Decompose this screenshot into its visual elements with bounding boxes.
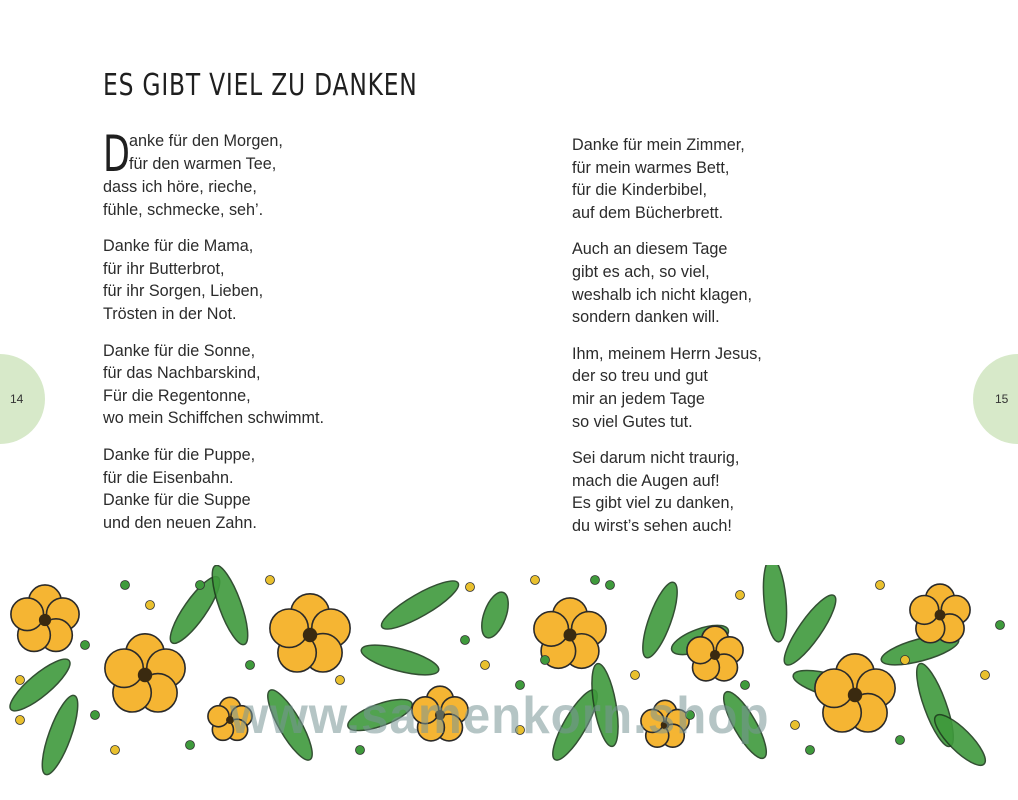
flower-petal xyxy=(687,637,714,664)
decor-dot xyxy=(81,641,90,650)
leaf-shape xyxy=(35,692,84,778)
flower-petal xyxy=(910,596,939,625)
decor-dot xyxy=(246,661,255,670)
poem-line: Danke für die Puppe, xyxy=(103,445,256,464)
decor-dot xyxy=(606,581,615,590)
poem-line: anke für den Morgen, xyxy=(129,132,283,150)
decor-dot xyxy=(121,581,130,590)
flower-petal xyxy=(270,609,308,647)
decor-dot xyxy=(466,583,475,592)
poem-line: für ihr Butterbrot, xyxy=(103,259,225,278)
watermark: www.samenkorn.shop xyxy=(230,687,770,745)
decor-dot xyxy=(461,636,470,645)
poem-line: so viel Gutes tut. xyxy=(572,412,693,431)
flower-center xyxy=(848,688,862,702)
flower-center xyxy=(710,650,720,660)
decor-dot xyxy=(791,721,800,730)
poem-line: Danke für die Mama, xyxy=(103,237,254,256)
page-number-left: 14 xyxy=(10,392,24,406)
poem-line: der so treu und gut xyxy=(572,367,708,386)
stanza-6 xyxy=(572,238,872,328)
decor-dot xyxy=(631,671,640,680)
flower-center xyxy=(138,668,152,682)
poem-line: für die Kinderbibel, xyxy=(572,181,707,200)
poem-line: sondern danken will. xyxy=(572,308,720,327)
leaf-shape xyxy=(760,565,789,643)
stanza-7 xyxy=(572,343,872,433)
flower-petal xyxy=(11,598,44,631)
flower-border-illustration xyxy=(0,565,1018,800)
page-number-right: 15 xyxy=(995,392,1009,406)
leaf-shape xyxy=(476,589,513,642)
decor-dot xyxy=(981,671,990,680)
leaf-shape xyxy=(928,708,992,772)
decor-dot xyxy=(896,736,905,745)
decor-dot xyxy=(736,591,745,600)
leaf-shape xyxy=(359,639,442,681)
right-column xyxy=(572,134,872,552)
flower-center xyxy=(935,610,946,621)
decor-dot xyxy=(336,676,345,685)
decor-dot xyxy=(531,576,540,585)
poem-line: auf dem Bücherbrett. xyxy=(572,203,724,222)
decor-dot xyxy=(356,746,365,755)
poem-line: dass ich höre, rieche, xyxy=(103,178,257,196)
leaf-shape xyxy=(205,565,254,648)
decor-dot xyxy=(266,576,275,585)
poem-title: ES GIBT VIEL ZU DANKEN xyxy=(103,68,418,103)
left-column xyxy=(103,125,403,548)
leaf-shape xyxy=(376,573,463,636)
flower-center xyxy=(303,628,317,642)
decor-dot xyxy=(806,746,815,755)
poem-line: für das Nachbarskind, xyxy=(103,364,261,383)
decor-dot xyxy=(996,621,1005,630)
decor-dot xyxy=(16,676,25,685)
poem-line: mir an jedem Tage xyxy=(572,389,705,408)
stanza-1 xyxy=(103,125,403,221)
poem-line: Es gibt viel zu danken, xyxy=(572,494,734,513)
stanza-5 xyxy=(572,134,872,224)
poem-line: gibt es ach, so viel, xyxy=(572,262,710,281)
decor-dot xyxy=(196,581,205,590)
flower-petal xyxy=(815,669,853,707)
poem-line: und den neuen Zahn. xyxy=(103,513,257,532)
poem-line: für die Eisenbahn. xyxy=(103,468,234,487)
poem-line: wo mein Schiffchen schwimmt. xyxy=(103,409,325,428)
page-number-tab-left xyxy=(0,354,45,444)
poem-line: du wirst’s sehen auch! xyxy=(572,516,732,535)
flower-petal xyxy=(534,612,569,647)
decor-dot xyxy=(91,711,100,720)
poem-line: für den warmen Tee, xyxy=(129,154,277,173)
poem-line: Ihm, meinem Herrn Jesus, xyxy=(572,344,762,363)
decor-dot xyxy=(901,656,910,665)
poem-line: Trösten in der Not. xyxy=(103,304,237,323)
flower-center xyxy=(564,629,577,642)
poem-line: für ihr Sorgen, Lieben, xyxy=(103,282,264,301)
stanza-4 xyxy=(103,444,403,534)
decor-dot xyxy=(591,576,600,585)
decor-dot xyxy=(541,656,550,665)
page-number-tab-right xyxy=(973,354,1018,444)
decor-dot xyxy=(111,746,120,755)
decor-dot xyxy=(186,741,195,750)
decor-dot xyxy=(146,601,155,610)
poem-line: Danke für die Suppe xyxy=(103,491,251,510)
poem-line: fühle, schmecke, seh’. xyxy=(103,200,264,219)
decor-dot xyxy=(481,661,490,670)
flower-petal xyxy=(105,649,143,687)
poem-line: Danke für mein Zimmer, xyxy=(572,136,745,154)
decor-dot xyxy=(16,716,25,725)
poem-line: für mein warmes Bett, xyxy=(572,158,730,177)
flower-center xyxy=(39,614,51,626)
poem-line: mach die Augen auf! xyxy=(572,471,720,490)
poem-line: Sei darum nicht traurig, xyxy=(572,449,740,468)
stanza-8 xyxy=(572,447,872,537)
drop-cap: D xyxy=(103,125,130,183)
stanza-3 xyxy=(103,340,403,430)
poem-line: Danke für die Sonne, xyxy=(103,341,256,360)
decor-dot xyxy=(876,581,885,590)
stanza-2 xyxy=(103,235,403,325)
poem-line: Für die Regentonne, xyxy=(103,386,251,405)
poem-line: Auch an diesem Tage xyxy=(572,240,728,259)
poem-line: weshalb ich nicht klagen, xyxy=(572,285,752,304)
flower-petal xyxy=(208,706,229,727)
